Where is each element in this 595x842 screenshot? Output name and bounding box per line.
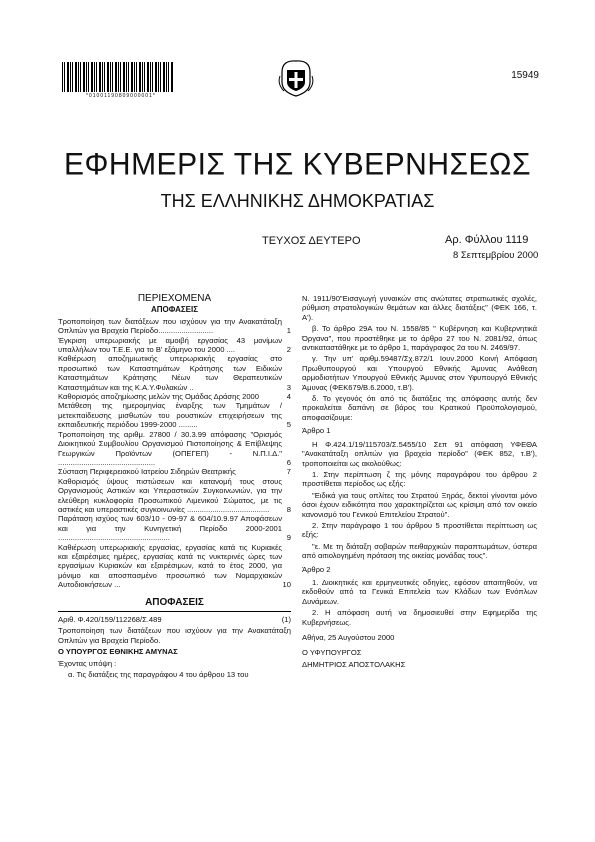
coat-of-arms-icon (278, 58, 314, 98)
toc-item-page: 1 (286, 326, 291, 336)
body-paragraph: 2. Στην παράγραφο 1 του άρθρου 5 προστίθεται περίπτωση ως εξής: (302, 520, 537, 540)
article-2-heading: Άρθρο 2 (302, 564, 331, 574)
body-paragraph: "Ειδικά για τους οπλίτες του Στρατού Ξηράς, δεκτοί γίνονται μόνο όσοι έχουν ειδικότητα που χαρακτηρίζεται ως κρίσιμη από τον οικείο κανονισμό του Γενικού Επιτελείου Στρατού". (302, 490, 537, 519)
toc-title: ΠΕΡΙΕΧΟΜΕΝΑ (137, 293, 212, 304)
decision-authority: Ο ΥΠΟΥΡΓΟΣ ΕΘΝΙΚΗΣ ΑΜΥΝΑΣ (58, 647, 178, 657)
barcode-number: *01001190809000001* (86, 93, 156, 99)
toc-item-page: 3 (286, 382, 291, 392)
signer-name: ΔΗΜΗΤΡΙΟΣ ΑΠΟΣΤΟΛΑΚΗΣ (302, 659, 406, 669)
toc-item-text: Τροποποίηση των διατάξεων που ισχύουν για την Ανακατάταξη Οπλιτών για Βραχεία Περίοδο.......................... (58, 316, 282, 336)
body-paragraph: δ. Το γεγονός ότι από τις διατάξεις της απόφασης αυτής δεν προκαλείται δαπάνη σε βάρος του Κρατικού Προϋπολογισμού, αποφασίζουμε: (302, 394, 537, 422)
toc-item (58, 543, 291, 590)
divider (58, 611, 291, 612)
toc-subtitle: ΑΠΟΦΑΣΕΙΣ (150, 305, 199, 315)
toc-item (58, 430, 291, 468)
toc-item-text: Τροποποίηση της αριθμ. 27800 / 30.3.99 απόφασης "Ορισμός Διοικητικού Συμβουλίου Οργανισμού Πιστοποίησης & Επίβλεψης Γεωργικών Προϊόντων (ΟΠΕΓΕΠ) - Ν.Π.Ι.Δ." .............................................. (58, 429, 282, 467)
body-paragraph: β. Το άρθρο 29Α του Ν. 1558/85 " Κυβέρνηση και Κυβερνητικά Όργανα", που προστέθηκε με το άρθρο 27 του Ν. 2081/92, όπως αντικαταστάθηκε με το άρθρο 1, παράγραφος 2α του Ν. 2469/97. (302, 324, 537, 353)
toc-item (58, 477, 291, 515)
toc-item-text: Παράταση ισχύος των 603/10 - 09-97 & 604/10.9.97 Αποφάσεων και για την Κυνηγετική Περίοδο 2000-2001 ..................................................... (58, 514, 282, 543)
right-column (302, 294, 537, 671)
decision-paragraph: α. Τις διατάξεις της παραγράφου 4 του άρθρου 13 του (68, 670, 249, 680)
body-paragraph: "ε. Με τη διάταξη σοβαρών πειθαρχικών παραπτωμάτων, ύστερα από αιτιολογημένη πρόταση της οικείας μονάδας τους". (302, 541, 537, 561)
toc-item-page: 10 (282, 580, 291, 590)
body-paragraph: γ. Την υπ' αριθμ.59487/Σχ.872/1 Ιουν.2000 Κοινή Απόφαση Πρωθυπουργού και Υπουργού Εθνικής Άμυνας Ανάθεση αρμοδιοτήτων Υπουργού Εθνικής Άμυνας στον Υφυπουργό Εθνικής Άμυνας (ΦΕΚ679/Β.6.2000, τ.Β'). (302, 354, 537, 392)
gazette-subtitle: ΤΗΣ ΕΛΛΗΝΙΚΗΣ ΔΗΜΟΚΡΑΤΙΑΣ (160, 191, 435, 211)
toc-item (58, 336, 291, 355)
toc-item-page: 4 (286, 392, 291, 402)
toc-item-text: Σύσταση Περιφερειακού Ιατρείου Σιδηρών Θεατρικής (58, 467, 236, 477)
toc-item (58, 514, 291, 542)
toc-item-page: 7 (286, 467, 291, 477)
toc-item-text: Καθιέρωση αποζημιωτικής υπερωριακής εργασίας στο προσωπικό των Καταστημάτων Κράτησης των Ειδικών Καταστημάτων Κράτησης Νέων των Θεραπευτικών Καταστημάτων και της Κ.Α.Υ.Φυλακών .. (58, 354, 282, 392)
decision-intro: Τροποποίηση των διατάξεων που ισχύουν για την Ανακατάταξη Οπλιτών για Βραχεία Περίοδο. (58, 626, 291, 645)
toc-item-page: 8 (286, 504, 291, 514)
place-date: Αθήνα, 25 Αυγούστου 2000 (302, 633, 395, 642)
toc-item-text: Καθορισμός ύψους πιστώσεων και κατανομή τους στους Οργανισμούς Αστικών και Υπεραστικών Συγκοινωνιών, για την ελεύθερη κυκλοφορία Προσωπικού Λιμενικού Σώματος, με τις αστικές και υπεραστικές συγκοινωνίες ....................................... (58, 476, 282, 514)
decisions-heading: ΑΠΟΦΑΣΕΙΣ (145, 596, 204, 608)
body-paragraph: Η Φ.424.1/19/115703/Σ.5455/10 Σεπ 91 απόφαση ΥΦΕΘΑ "Ανακατάταξη οπλιτών για βραχεία περίοδο" (ΦΕΚ 852, τ.Β'), τροποποιείται ως ακολούθως: (302, 439, 537, 468)
gazette-title: ΕΦΗΜΕΡΙΣ ΤΗΣ ΚΥΒΕΡΝΗΣΕΩΣ (63, 147, 532, 182)
decision-having: Έχοντας υπόψη : (58, 658, 117, 668)
toc-item-text: Καθορισμός αποζημίωσης μελών της Ομάδας Δράσης 2000 (58, 392, 259, 402)
toc-item (58, 392, 291, 401)
body-paragraph: 1. Διοικητικές και ερμηνευτικές οδηγίες, εφόσον απαιτηθούν, να εκδοθούν από τα Γενικά Επιτελεία των Κλάδων των Ενόπλων Δυνάμεων. (302, 577, 537, 606)
issue-date: 8 Σεπτεμβρίου 2000 (453, 250, 539, 261)
toc-item (58, 354, 291, 392)
body-paragraph: Ν. 1911/90"Εισαγωγή γυναικών στις ανώτατες στρατιωτικές σχολές, ρύθμιση στρατολογικών θεμάτων και άλλες διατάξεις" (ΦΕΚ 166, τ. Α'). (302, 294, 537, 322)
toc-item-text: Καθιέρωση υπερωριακής εργασίας, εργασίας κατά τις Κυριακές και εξαιρέσιμες ημέρες, εργασίας κατά τις νυκτερινές ώρες των εργασίμων Κυριακών και εξαιρέσιμων, κατά το έτος 2000, για μόνιμο και αποσπασμένο προσωπικό των Νομαρχιακών Αυτοδιοικήσεων ... (58, 542, 282, 590)
decision-ref (58, 615, 291, 624)
page-number: 15949 (511, 70, 539, 81)
toc-item (58, 401, 291, 429)
decision-ref-number: (1) (281, 615, 291, 624)
decision-ref-text: Αριθ. Φ.420/159/112268/Σ.489 (58, 615, 162, 624)
toc-item-text: Έγκριση υπερωριακής με αμοιβή εργασίας 43 μονίμων υπαλλήλων του Τ.Ε.Ε. για το Β' εξάμηνο του 2000 .... (58, 335, 282, 355)
body-paragraph: 1. Στην περίπτωση ζ της μόνης παραγράφου του άρθρου 2 προστίθεται περίοδος ως εξής: (302, 469, 537, 489)
toc-item-page: 5 (286, 420, 291, 430)
toc-item (58, 317, 291, 336)
toc-item-page: 6 (286, 457, 291, 467)
left-column (58, 294, 291, 681)
body-paragraph: 2. Η απόφαση αυτή να δημοσιευθεί στην Εφημερίδα της Κυβερνήσεως. (302, 608, 537, 627)
signer-role: Ο ΥΦΥΠΟΥΡΓΟΣ (302, 648, 362, 658)
article-1-heading: Άρθρο 1 (302, 426, 331, 436)
toc-item (58, 467, 291, 476)
sheet-number: Αρ. Φύλλου 1119 (445, 234, 529, 246)
toc-item-text: Μετάθεση της ημερομηνίας έναρξης των Τμημάτων /μετεκπαίδευσης μισθωτών του ρουστικών επιχειρήσεων της εκπαιδευτικής περιόδου 1999-2000 ......... (58, 401, 282, 430)
toc-item-page: 9 (286, 533, 291, 543)
issue-label: ΤΕΥΧΟΣ ΔΕΥΤΕΡΟ (262, 235, 361, 247)
barcode (62, 62, 174, 92)
toc-item-page: 2 (286, 345, 291, 355)
